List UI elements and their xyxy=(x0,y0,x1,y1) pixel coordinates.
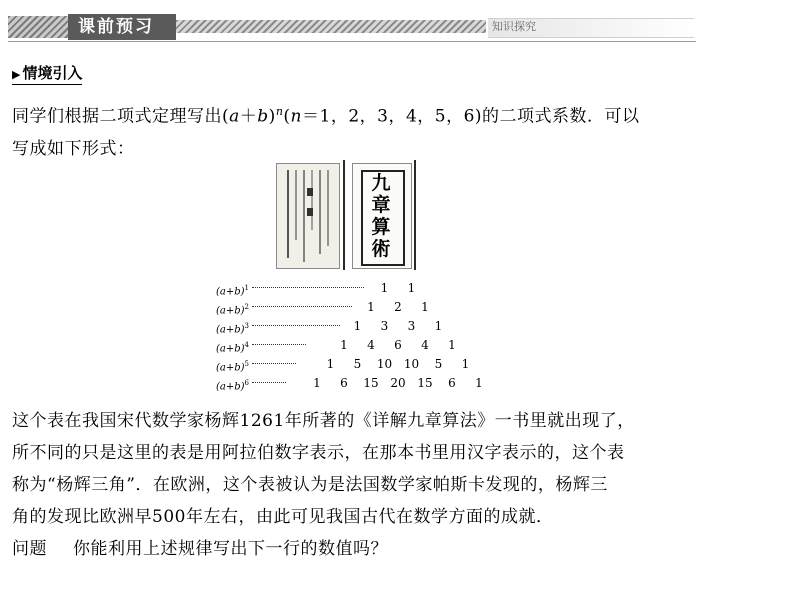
header-stripe xyxy=(176,20,486,33)
pascal-value: 4 xyxy=(421,338,429,352)
pascal-value: 10 xyxy=(403,357,420,371)
pascal-row xyxy=(0,374,794,392)
intro-text-2: ( xyxy=(283,106,291,127)
pascal-row xyxy=(0,298,794,316)
pascal-value: 2 xyxy=(394,300,402,314)
pascal-row-leader xyxy=(252,344,306,345)
book-divider xyxy=(343,160,345,270)
header-right-label: 知识探究 xyxy=(492,20,536,33)
body-paragraph xyxy=(12,405,712,565)
intro-text-3: ＝1，2，3，4，5，6)的二项式系数．可以 xyxy=(302,106,640,127)
pascal-row-leader xyxy=(252,382,286,383)
intro-var-n: n xyxy=(290,106,302,127)
pascal-row-leader xyxy=(252,287,364,288)
intro-var-b: b xyxy=(257,106,269,127)
pascal-value: 20 xyxy=(390,376,406,390)
page-header xyxy=(0,0,794,42)
pascal-value: 1 xyxy=(313,376,321,390)
pascal-value: 1 xyxy=(407,281,416,295)
intro-var-a: a xyxy=(229,106,240,127)
pascal-value: 1 xyxy=(421,300,429,314)
pascal-value: 1 xyxy=(367,300,375,314)
body-line-4: 角的发现比欧洲早500年左右，由此可见我国古代在数学方面的成就． xyxy=(12,507,554,527)
intro-text-1: 同学们根据二项式定理写出( xyxy=(12,106,230,127)
pascal-value: 15 xyxy=(417,376,433,390)
pascal-row-label: $(a+b)^5$ xyxy=(216,360,250,374)
pascal-value: 1 xyxy=(326,357,335,371)
book-cover-title: 九章算術 xyxy=(371,172,391,260)
question-label: 问题 xyxy=(12,539,47,559)
pascal-row-leader xyxy=(252,306,352,307)
pascal-row-leader xyxy=(252,363,296,364)
pascal-value: 1 xyxy=(475,376,483,390)
pascal-row-leader xyxy=(252,325,340,326)
pascal-value: 4 xyxy=(367,338,375,352)
pascal-value: 1 xyxy=(340,338,348,352)
pascal-value: 10 xyxy=(376,357,393,371)
pascal-value: 5 xyxy=(434,357,443,371)
question-text: 你能利用上述规律写出下一行的数值吗？ xyxy=(73,539,388,559)
pascal-row-label: $(a+b)^3$ xyxy=(216,322,250,336)
pascal-row-label: $(a+b)^4$ xyxy=(216,341,250,355)
book-page-image xyxy=(276,163,340,269)
pascal-value: 1 xyxy=(380,281,389,295)
pascal-row xyxy=(0,279,794,297)
header-stripe-left xyxy=(8,16,68,38)
intro-exponent-n: n xyxy=(275,105,284,118)
pascal-value: 3 xyxy=(407,319,416,333)
intro-paragraph xyxy=(12,96,712,165)
triangle-icon: ▶ xyxy=(12,68,21,81)
body-line-1: 这个表在我国宋代数学家杨辉1261年所著的《详解九章算法》一书里就出现了， xyxy=(12,411,635,431)
pascal-value: 6 xyxy=(394,338,402,352)
intro-text-line2: 写成如下形式： xyxy=(12,138,135,159)
book-divider-right xyxy=(414,160,416,270)
pascal-value: 5 xyxy=(353,357,362,371)
pascal-value: 3 xyxy=(380,319,389,333)
pascal-row xyxy=(0,317,794,335)
pascal-row-label: $(a+b)^1$ xyxy=(216,284,250,298)
intro-close: ) xyxy=(268,106,276,127)
pascal-row xyxy=(0,336,794,354)
pascal-value: 1 xyxy=(448,338,456,352)
pascal-value: 1 xyxy=(461,357,470,371)
pascal-value: 6 xyxy=(448,376,456,390)
pascal-value: 6 xyxy=(340,376,348,390)
pascal-row-label: $(a+b)^6$ xyxy=(216,379,250,393)
pascal-row-label: $(a+b)^2$ xyxy=(216,303,250,317)
body-line-2: 所不同的只是这里的表是用阿拉伯数字表示，在那本书里用汉字表示的，这个表 xyxy=(12,443,625,463)
section-heading xyxy=(12,62,82,85)
section-label: 情境引入 xyxy=(22,64,83,82)
book-cover-image xyxy=(352,163,412,269)
header-divider xyxy=(8,41,696,42)
body-line-3: 称为“杨辉三角”．在欧洲，这个表被认为是法国数学家帕斯卡发现的，杨辉三 xyxy=(12,475,608,495)
pascal-row xyxy=(0,355,794,373)
pascal-value: 15 xyxy=(363,376,379,390)
pascal-value: 1 xyxy=(434,319,443,333)
pascal-value: 1 xyxy=(353,319,362,333)
header-title: 课前预习 xyxy=(78,17,154,37)
intro-plus: ＋ xyxy=(239,106,258,127)
